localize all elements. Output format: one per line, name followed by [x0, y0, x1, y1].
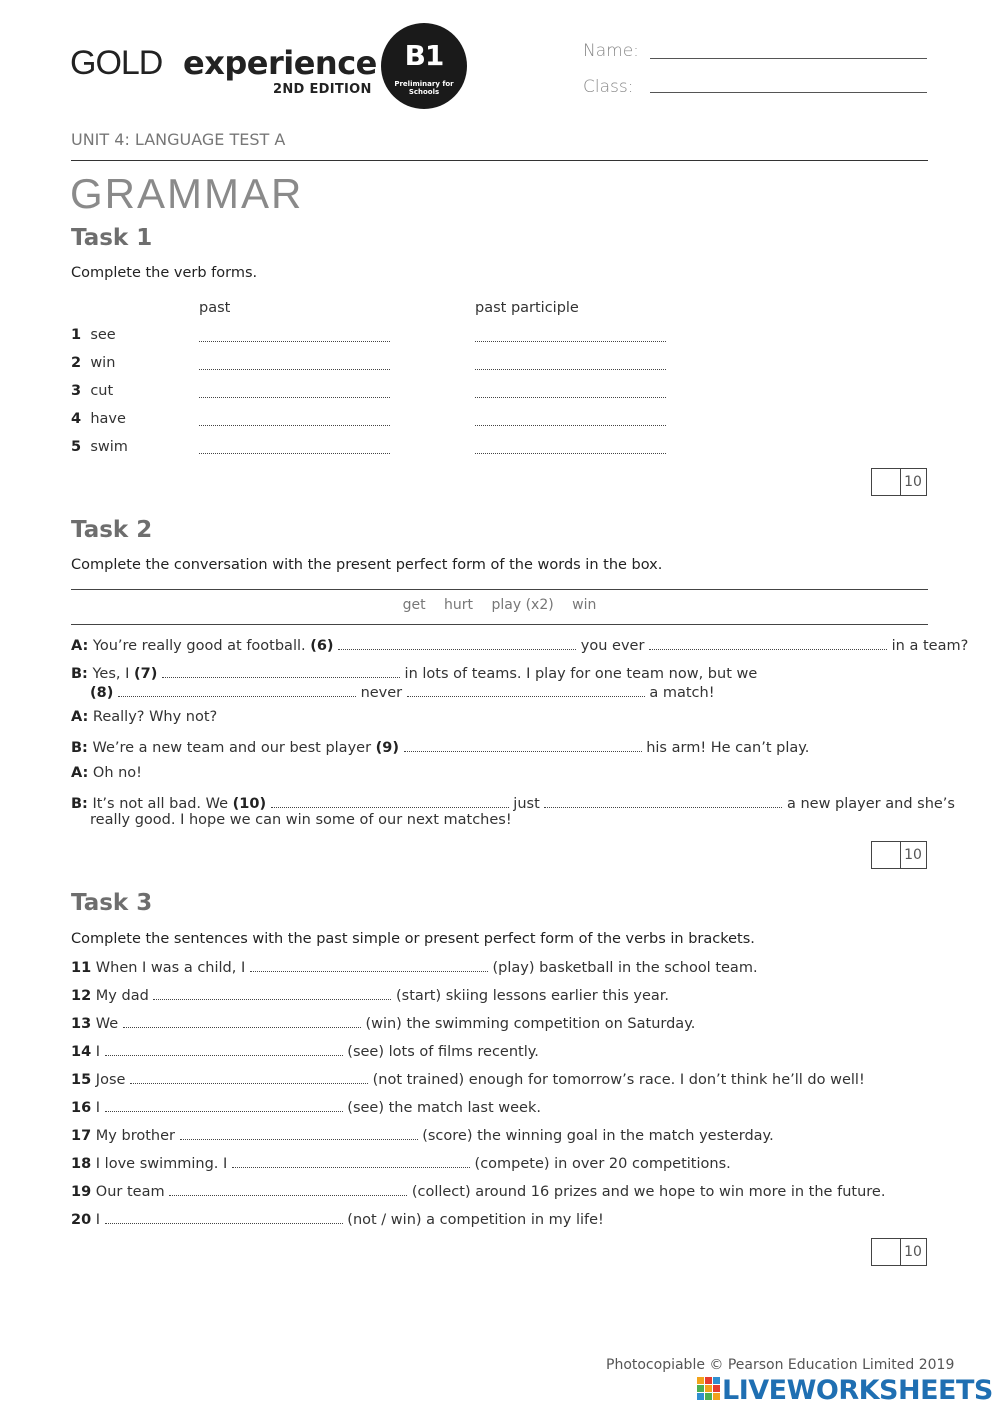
gap-10b[interactable]	[544, 793, 782, 808]
dialogue-text: in a team?	[891, 638, 969, 654]
header-divider	[71, 160, 928, 161]
answer-participle-2[interactable]	[475, 369, 666, 370]
answer-participle-5[interactable]	[475, 453, 666, 454]
sentence-start: My brother	[95, 1128, 175, 1144]
list-item	[71, 1209, 604, 1228]
task2-instruction: Complete the conversation with the present perfect form of the words in the box.	[71, 557, 663, 573]
list-item	[71, 1041, 539, 1060]
list-item	[71, 411, 126, 427]
dialogue-line	[71, 737, 809, 756]
gap-6b[interactable]	[649, 635, 887, 650]
dialogue-line	[90, 812, 512, 828]
item-number: 15	[71, 1072, 92, 1088]
sentence-end: (not / win) a competition in my life!	[347, 1212, 604, 1228]
dialogue-text: really good. I hope we can win some of our next matches!	[90, 812, 512, 828]
task2-score-total: 10	[904, 847, 922, 863]
level-badge	[381, 23, 467, 109]
gap-7[interactable]	[162, 663, 400, 678]
answer-13[interactable]	[123, 1013, 361, 1028]
sentence-end: (win) the swimming competition on Saturday.	[365, 1016, 696, 1032]
sentence-end: (score) the winning goal in the match yesterday.	[422, 1128, 774, 1144]
gap-8b[interactable]	[407, 682, 645, 697]
section-title: GRAMMAR	[70, 170, 304, 217]
sentence-start: When I was a child, I	[95, 960, 246, 976]
item-verb: see	[90, 327, 116, 343]
item-number: 11	[71, 960, 92, 976]
word-box-item: win	[572, 597, 597, 613]
item-verb: swim	[90, 439, 128, 455]
answer-18[interactable]	[232, 1153, 470, 1168]
speaker: A:	[71, 638, 89, 654]
sentence-start: I	[95, 1044, 101, 1060]
sentence-start: My dad	[95, 988, 149, 1004]
task1-instruction: Complete the verb forms.	[71, 265, 258, 281]
dialogue-line	[71, 765, 142, 781]
dialogue-text: a new player and she’s	[786, 796, 955, 812]
dialogue-text: Yes, I	[92, 666, 130, 682]
dialogue-text: We’re a new team and our best player	[92, 740, 372, 756]
dialogue-text: You’re really good at football.	[92, 638, 306, 654]
item-number: 20	[71, 1212, 92, 1228]
answer-past-3[interactable]	[199, 397, 390, 398]
answer-17[interactable]	[180, 1125, 418, 1140]
answer-participle-4[interactable]	[475, 425, 666, 426]
dialogue-text: a match!	[649, 685, 715, 701]
speaker: A:	[71, 765, 89, 781]
gap-6a[interactable]	[338, 635, 576, 650]
answer-past-1[interactable]	[199, 341, 390, 342]
item-number: 4	[71, 411, 82, 427]
word-box-item: play (x2)	[491, 597, 554, 613]
item-number: 12	[71, 988, 92, 1004]
sentence-start: I love swimming. I	[95, 1156, 228, 1172]
task3-score-box	[871, 1238, 927, 1266]
answer-past-5[interactable]	[199, 453, 390, 454]
word-box-top	[71, 589, 928, 590]
brand-experience: experience	[183, 44, 377, 82]
task3-instruction: Complete the sentences with the past simple or present perfect form of the verbs in brackets.	[71, 931, 755, 947]
sentence-end: (play) basketball in the school team.	[492, 960, 758, 976]
class-field[interactable]	[650, 92, 927, 93]
gap-10a[interactable]	[271, 793, 509, 808]
task3-title: Task 3	[71, 890, 153, 916]
list-item	[71, 327, 116, 343]
name-field[interactable]	[650, 58, 927, 59]
sentence-end: (not trained) enough for tomorrow’s race. I don’t think he’ll do well!	[372, 1072, 865, 1088]
dialogue-line	[90, 682, 715, 701]
list-item	[71, 439, 128, 455]
answer-past-2[interactable]	[199, 369, 390, 370]
sentence-start: Jose	[95, 1072, 126, 1088]
dialogue-line	[71, 635, 968, 654]
dialogue-text: in lots of teams. I play for one team now, but we	[404, 666, 758, 682]
item-number: 1	[71, 327, 82, 343]
answer-19[interactable]	[169, 1181, 407, 1196]
answer-participle-3[interactable]	[475, 397, 666, 398]
sentence-end: (start) skiing lessons earlier this year.	[396, 988, 670, 1004]
dialogue-text: Really? Why not?	[92, 709, 218, 725]
liveworksheets-logo-icon	[697, 1377, 721, 1405]
word-box	[71, 597, 928, 613]
list-item	[71, 1125, 774, 1144]
dialogue-text: his arm! He can’t play.	[646, 740, 810, 756]
answer-20[interactable]	[105, 1209, 343, 1224]
item-number: 3	[71, 383, 82, 399]
word-box-item: hurt	[444, 597, 474, 613]
answer-12[interactable]	[153, 985, 391, 1000]
answer-past-4[interactable]	[199, 425, 390, 426]
speaker: B:	[71, 740, 88, 756]
task1-title: Task 1	[71, 225, 153, 251]
item-number: 17	[71, 1128, 92, 1144]
liveworksheets-watermark: LIVEWORKSHEETS	[722, 1375, 993, 1406]
task2-score-box	[871, 841, 927, 869]
sentence-start: We	[95, 1016, 119, 1032]
task1-score-box	[871, 468, 927, 496]
item-number: 18	[71, 1156, 92, 1172]
sentence-end: (see) lots of films recently.	[347, 1044, 539, 1060]
item-number: 2	[71, 355, 82, 371]
answer-16[interactable]	[105, 1097, 343, 1112]
copyright-notice: Photocopiable © Pearson Education Limited 2019	[606, 1357, 955, 1373]
list-item	[71, 383, 113, 399]
gap-number: (9)	[375, 740, 399, 756]
list-item	[71, 1153, 731, 1172]
list-item	[71, 355, 115, 371]
item-verb: have	[90, 411, 126, 427]
speaker: B:	[71, 796, 88, 812]
sentence-end: (collect) around 16 prizes and we hope to win more in the future.	[411, 1184, 886, 1200]
answer-14[interactable]	[105, 1041, 343, 1056]
dialogue-text: you ever	[580, 638, 645, 654]
dialogue-line	[71, 793, 955, 812]
item-number: 19	[71, 1184, 92, 1200]
item-verb: cut	[90, 383, 114, 399]
speaker: A:	[71, 709, 89, 725]
brand-gold: GOLD	[70, 44, 163, 82]
list-item	[71, 985, 669, 1004]
gap-number: (7)	[133, 666, 158, 682]
list-item	[71, 957, 758, 976]
speaker: B:	[71, 666, 88, 682]
gap-number: (6)	[310, 638, 334, 654]
sentence-start: I	[95, 1100, 101, 1116]
brand-edition: 2ND EDITION	[273, 82, 372, 97]
gap-9[interactable]	[404, 737, 642, 752]
item-number: 13	[71, 1016, 92, 1032]
sentence-end: (see) the match last week.	[347, 1100, 541, 1116]
task3-score-total: 10	[904, 1244, 922, 1260]
gap-8a[interactable]	[118, 682, 356, 697]
dialogue-line	[71, 709, 217, 725]
task1-col-past: past	[199, 300, 231, 316]
gap-number: (8)	[90, 685, 114, 701]
task1-score-total: 10	[904, 474, 922, 490]
answer-participle-1[interactable]	[475, 341, 666, 342]
answer-15[interactable]	[130, 1069, 368, 1084]
name-label: Name:	[583, 41, 639, 61]
list-item	[71, 1097, 541, 1116]
item-number: 16	[71, 1100, 92, 1116]
dialogue-text: never	[360, 685, 403, 701]
list-item	[71, 1069, 865, 1088]
item-verb: win	[90, 355, 116, 371]
item-number: 14	[71, 1044, 92, 1060]
word-box-bottom	[71, 624, 928, 625]
answer-11[interactable]	[250, 957, 488, 972]
dialogue-text: It’s not all bad. We	[92, 796, 229, 812]
dialogue-text: just	[513, 796, 540, 812]
dialogue-line	[71, 663, 757, 682]
word-box-item: get	[402, 597, 426, 613]
sentence-start: I	[95, 1212, 101, 1228]
item-number: 5	[71, 439, 82, 455]
gap-number: (10)	[232, 796, 267, 812]
task1-col-participle: past participle	[475, 300, 579, 316]
badge-subtitle: Preliminary for Schools	[394, 80, 454, 96]
unit-title: UNIT 4: LANGUAGE TEST A	[71, 130, 286, 149]
sentence-end: (compete) in over 20 competitions.	[474, 1156, 731, 1172]
badge-level: B1	[404, 39, 444, 72]
list-item	[71, 1181, 885, 1200]
task2-title: Task 2	[71, 517, 153, 543]
dialogue-text: Oh no!	[92, 765, 142, 781]
class-label: Class:	[583, 77, 634, 97]
sentence-start: Our team	[95, 1184, 165, 1200]
list-item	[71, 1013, 695, 1032]
